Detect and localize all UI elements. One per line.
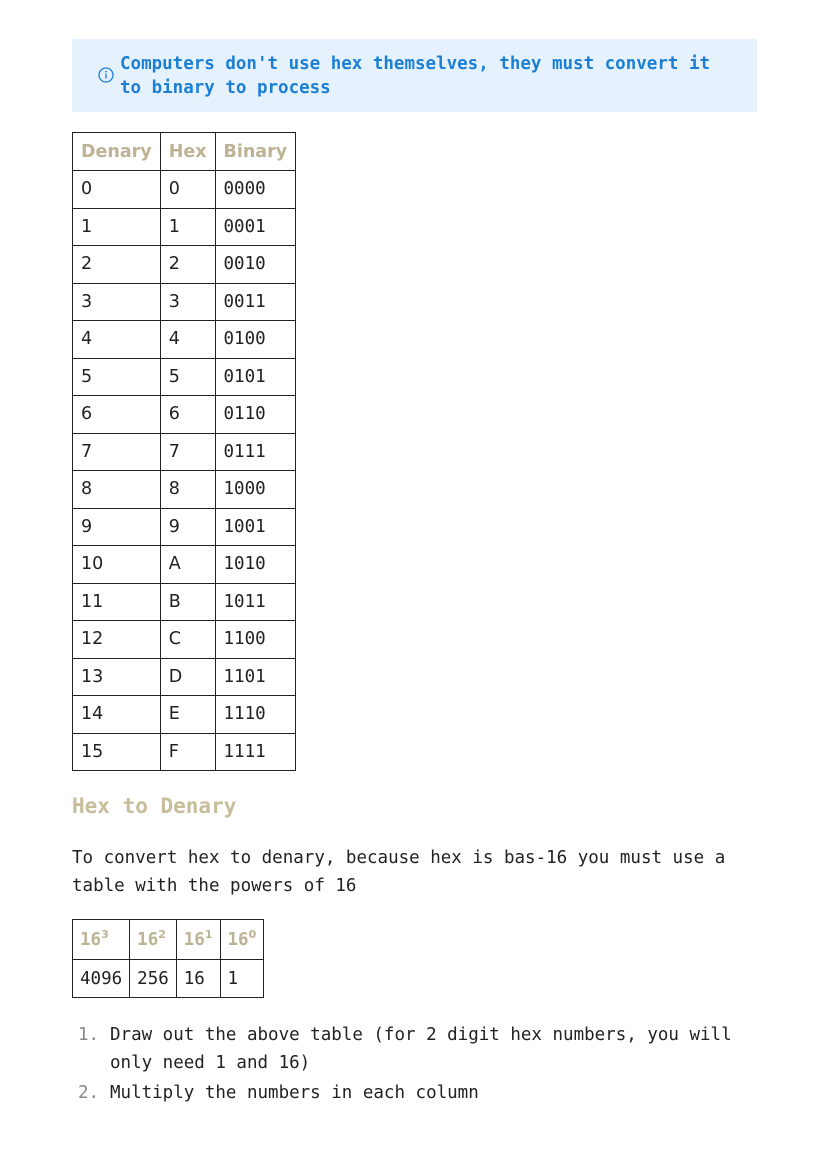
binary-cell: 0111 [215, 433, 296, 471]
binary-cell: 1000 [215, 471, 296, 509]
list-item [78, 1079, 758, 1107]
table-row [73, 471, 296, 509]
hex-cell: 8 [160, 471, 215, 509]
binary-cell: 1001 [215, 508, 296, 546]
hex-cell: 4 [160, 321, 215, 359]
hex-cell: B [160, 583, 215, 621]
section-heading: Hex to Denary [72, 794, 237, 818]
power-exponent: 3 [101, 927, 109, 941]
denary-cell: 4 [73, 321, 161, 359]
binary-cell: 1010 [215, 546, 296, 584]
info-callout [72, 39, 757, 112]
denary-cell: 5 [73, 358, 161, 396]
power-base: 16 [137, 929, 159, 950]
hex-cell: 7 [160, 433, 215, 471]
list-item-text: Multiply the numbers in each column [110, 1083, 479, 1103]
denary-cell: 11 [73, 583, 161, 621]
power-exponent: 2 [158, 927, 166, 941]
hex-cell: A [160, 546, 215, 584]
power-exponent: 0 [248, 927, 257, 941]
list-item-text: Draw out the above table (for 2 digit hex numbers, you will only need 1 and 16) [110, 1025, 732, 1073]
denary-cell: 12 [73, 621, 161, 659]
column-header-denary: Denary [73, 133, 161, 171]
binary-cell: 0010 [215, 246, 296, 284]
hex-cell: 6 [160, 396, 215, 434]
powers-table-header-row [73, 920, 264, 960]
denary-cell: 1 [73, 208, 161, 246]
hex-cell: 9 [160, 508, 215, 546]
table-row [73, 621, 296, 659]
binary-cell: 1111 [215, 733, 296, 771]
hex-cell: 1 [160, 208, 215, 246]
table-row [73, 583, 296, 621]
power-base: 16 [227, 929, 249, 950]
denary-cell: 6 [73, 396, 161, 434]
binary-cell: 0101 [215, 358, 296, 396]
table-row [73, 396, 296, 434]
table-row [73, 696, 296, 734]
hex-cell: E [160, 696, 215, 734]
binary-cell: 0001 [215, 208, 296, 246]
hex-cell: 3 [160, 283, 215, 321]
binary-cell: 0110 [215, 396, 296, 434]
binary-cell: 1110 [215, 696, 296, 734]
table-row [73, 321, 296, 359]
binary-cell: 1100 [215, 621, 296, 659]
power-header [220, 920, 264, 960]
denary-cell: 10 [73, 546, 161, 584]
power-header [130, 920, 177, 960]
denary-cell: 14 [73, 696, 161, 734]
conversion-table [72, 132, 296, 771]
denary-cell: 9 [73, 508, 161, 546]
power-header [73, 920, 130, 960]
hex-cell: 5 [160, 358, 215, 396]
power-header [176, 920, 220, 960]
hex-cell: D [160, 658, 215, 696]
denary-cell: 8 [73, 471, 161, 509]
binary-cell: 0100 [215, 321, 296, 359]
table-row [73, 283, 296, 321]
steps-list [78, 1021, 758, 1109]
powers-table [72, 919, 264, 998]
binary-cell: 0000 [215, 171, 296, 209]
info-icon [98, 67, 114, 83]
table-row [73, 658, 296, 696]
binary-cell: 0011 [215, 283, 296, 321]
table-row [73, 733, 296, 771]
callout-text: Computers don't use hex themselves, they must convert it to binary to process [120, 54, 711, 98]
hex-cell: C [160, 621, 215, 659]
denary-cell: 15 [73, 733, 161, 771]
power-value: 4096 [73, 960, 130, 998]
powers-values-row [73, 960, 264, 998]
table-row [73, 546, 296, 584]
list-item-number: 2. [78, 1083, 100, 1103]
denary-cell: 2 [73, 246, 161, 284]
table-row [73, 171, 296, 209]
power-value: 1 [220, 960, 264, 998]
hex-cell: 2 [160, 246, 215, 284]
table-row [73, 358, 296, 396]
power-value: 256 [130, 960, 177, 998]
column-header-binary: Binary [215, 133, 296, 171]
denary-cell: 0 [73, 171, 161, 209]
list-item-number: 1. [78, 1025, 100, 1045]
power-exponent: 1 [204, 927, 213, 941]
binary-cell: 1011 [215, 583, 296, 621]
denary-cell: 3 [73, 283, 161, 321]
table-row [73, 508, 296, 546]
denary-cell: 7 [73, 433, 161, 471]
denary-cell: 13 [73, 658, 161, 696]
power-base: 16 [80, 929, 102, 950]
conversion-table-header-row [73, 133, 296, 171]
table-row [73, 208, 296, 246]
power-value: 16 [176, 960, 220, 998]
power-base: 16 [183, 929, 205, 950]
table-row [73, 246, 296, 284]
conversion-table-body [73, 171, 296, 771]
table-row [73, 433, 296, 471]
binary-cell: 1101 [215, 658, 296, 696]
column-header-hex: Hex [160, 133, 215, 171]
list-item [78, 1021, 758, 1077]
section-paragraph: To convert hex to denary, because hex is bas-16 you must use a table with the powers of 16 [72, 848, 726, 896]
hex-cell: 0 [160, 171, 215, 209]
hex-cell: F [160, 733, 215, 771]
